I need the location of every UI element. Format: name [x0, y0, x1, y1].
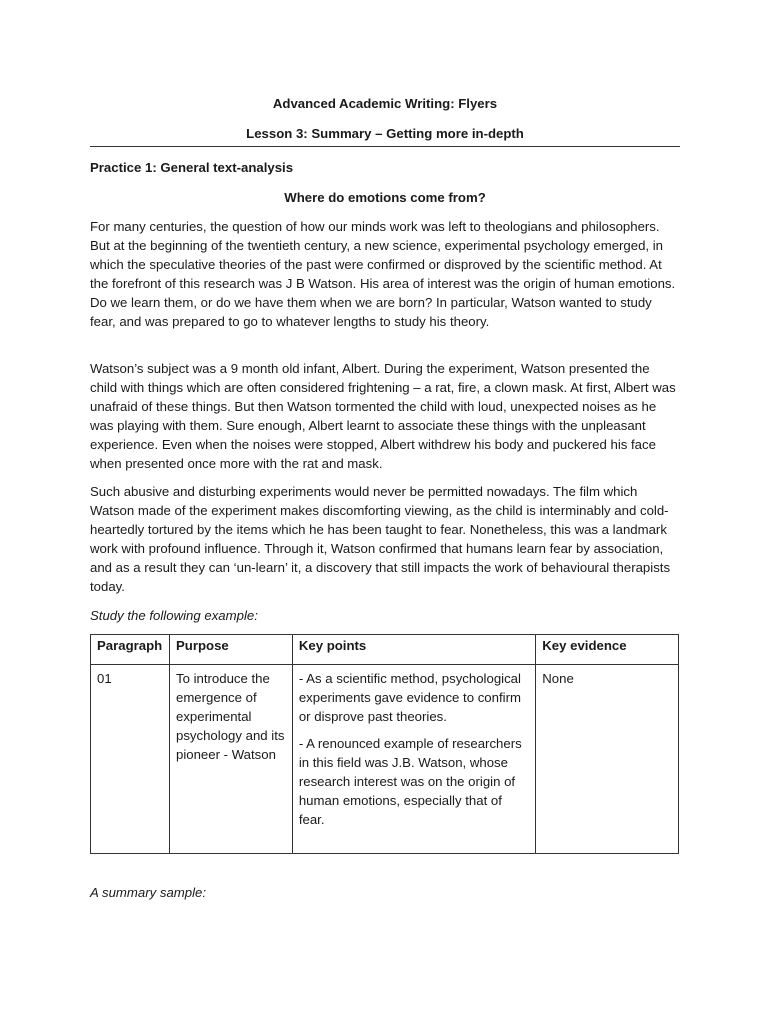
lesson-title: Lesson 3: Summary – Getting more in-depth — [246, 126, 524, 141]
practice-heading: Practice 1: General text-analysis — [90, 160, 294, 175]
article-title: Where do emotions come from? — [284, 190, 486, 205]
header-divider — [90, 146, 680, 147]
key-point-2: - A renounced example of researchers in this field was J.B. Watson, whose research interest was on the origin of human emotions, especially that of fear. — [298, 736, 522, 827]
summary-sample-label: A summary sample: — [90, 885, 207, 900]
header-key-points: Key points — [292, 635, 535, 665]
article-paragraph-2: Watson’s subject was a 9 month old infant, Albert. During the experiment, Watson presented the child with things which are often considered frightening – a rat, fire, a clown mask. At first, Albert was unafraid of these things. But then Watson tormented the child with loud, unexpected noises as he was playing with them. Sure enough, Albert learnt to associate these things with the unpleasant experience. Even when the noises were stopped, Albert withdrew his body and puckered his face when presented once more with the rat and mask. — [90, 361, 676, 471]
document-title: Advanced Academic Writing: Flyers — [272, 96, 498, 111]
cell-key-points — [292, 665, 535, 854]
document-page — [90, 0, 680, 1024]
article-paragraph-3: Such abusive and disturbing experiments would never be permitted nowadays. The film which Watson made of the experiment makes discomforting viewing, as the child is interminably and cold-heartedly tortured by the items which he has been taught to fear. Nonetheless, this was a landmark work with profound influence. Through it, Watson confirmed that humans learn fear by association, and as a result they can ‘un-learn’ it, a discovery that still impacts the work of behavioural therapists today. — [90, 484, 671, 594]
cell-key-evidence: None — [536, 665, 679, 854]
header-paragraph: Paragraph — [91, 635, 170, 665]
cell-paragraph: 01 — [91, 665, 170, 854]
study-example-label: Study the following example: — [90, 608, 258, 623]
table-header-row — [91, 635, 679, 665]
cell-purpose: To introduce the emergence of experimental psychology and its pioneer - Watson — [169, 665, 292, 854]
analysis-table — [90, 634, 679, 854]
table-row — [91, 665, 679, 854]
header-purpose: Purpose — [169, 635, 292, 665]
key-point-1: - As a scientific method, psychological experiments gave evidence to confirm or disprove past theories. — [298, 671, 521, 724]
article-paragraph-1: For many centuries, the question of how our minds work was left to theologians and philosophers. But at the beginning of the twentieth century, a new science, experimental psychology emerged, in which the speculative theories of the past were confirmed or disproved by the scientific method. At the forefront of this research was J B Watson. His area of interest was the origin of human emotions. Do we learn them, or do we have them when we are born? In particular, Watson wanted to study fear, and was prepared to go to whatever lengths to study his theory. — [90, 219, 676, 329]
header-key-evidence: Key evidence — [536, 635, 679, 665]
